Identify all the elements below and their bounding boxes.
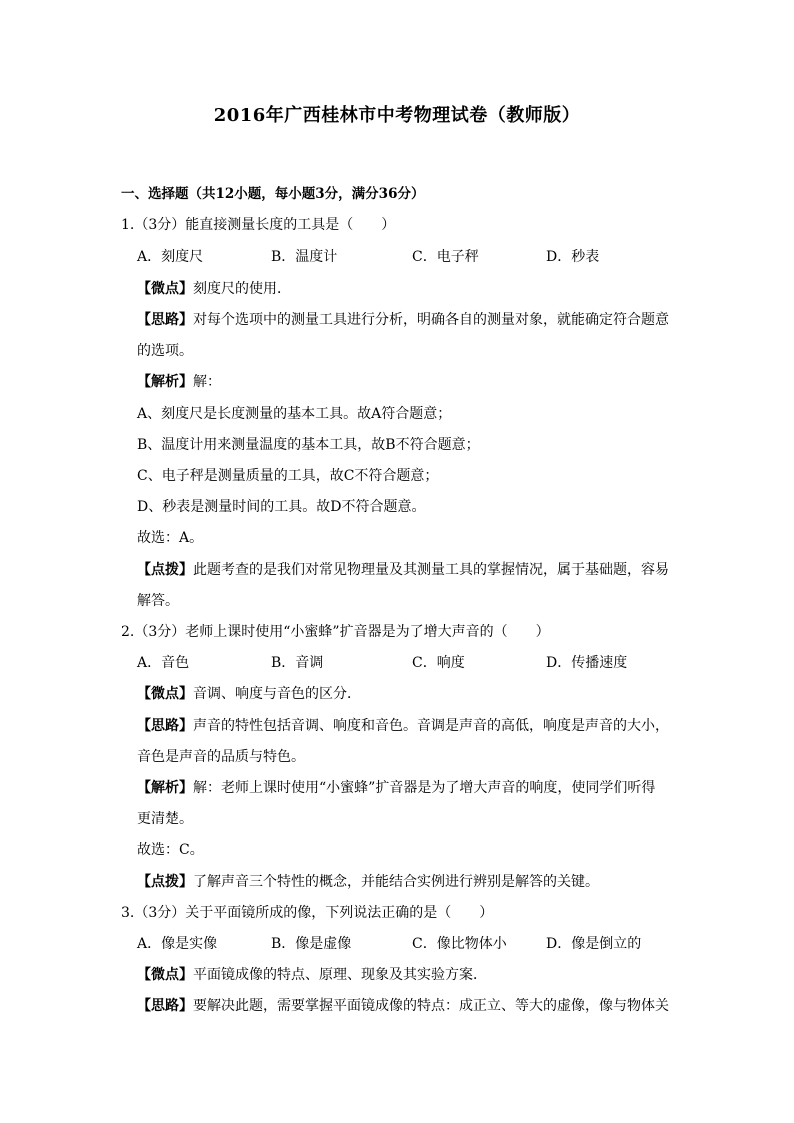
weidian-text: 音调、响度与音色的区分．	[193, 686, 361, 702]
silu-text: 对每个选项中的测量工具进行分析，明确各自的测量对象，就能确定符合题意	[193, 312, 669, 328]
silu-tag: 【思路】	[137, 998, 193, 1014]
document-title: 2016年广西桂林市中考物理试卷（教师版）	[213, 105, 581, 126]
jiexi-tag: 【解析】	[137, 374, 193, 390]
weidian-tag: 【微点】	[137, 967, 193, 983]
dianbo-tag: 【点拨】	[137, 562, 193, 578]
jiexi-text: 解：老师上课时使用“小蜜蜂”扩音器是为了增大声音的响度，使同学们听得	[193, 780, 656, 796]
section-heading: 一、选择题（共12小题，每小题3分，满分36分）	[121, 186, 425, 202]
weidian-tag: 【微点】	[137, 686, 193, 702]
question-1-option-d: D．秒表	[546, 249, 600, 265]
question-1-weidian	[137, 279, 291, 299]
question-3-option-c: C．像比物体小	[412, 936, 507, 952]
weidian-text: 平面镜成像的特点、原理、现象及其实验方案．	[193, 967, 487, 983]
silu-text: 声音的特性包括音调、响度和音色。音调是声音的高低，响度是声音的大小，	[193, 718, 669, 734]
jiexi-tag: 【解析】	[137, 780, 193, 796]
silu-tag: 【思路】	[137, 718, 193, 734]
question-2-jiexi	[137, 778, 655, 798]
question-3-option-a: A．像是实像	[137, 936, 218, 952]
question-3-stem: 3.（3分）关于平面镜所成的像，下列说法正确的是（ ）	[121, 905, 494, 921]
question-1-answer: 故选：A。	[137, 530, 204, 546]
question-2-option-c: C．响度	[412, 655, 465, 671]
dianbo-text: 此题考查的是我们对常见物理量及其测量工具的掌握情况，属于基础题，容易	[193, 562, 669, 578]
question-1-analysis-a: A、刻度尺是长度测量的基本工具。故A符合题意；	[137, 406, 452, 422]
question-1-analysis-c: C、电子秤是测量质量的工具，故C不符合题意；	[137, 468, 439, 484]
question-2-option-a: A．音色	[137, 655, 190, 671]
question-2-silu-continued: 音色是声音的品质与特色。	[137, 749, 305, 765]
question-1-jiexi	[137, 372, 221, 392]
question-2-silu	[137, 716, 669, 736]
question-3-weidian	[137, 965, 487, 985]
question-2-option-d: D．传播速度	[546, 655, 628, 671]
question-1-option-c: C．电子秤	[412, 249, 479, 265]
weidian-tag: 【微点】	[137, 281, 193, 297]
question-2-jiexi-continued: 更清楚。	[137, 811, 193, 827]
question-1-option-b: B．温度计	[271, 249, 338, 265]
question-3-option-d: D．像是倒立的	[546, 936, 642, 952]
question-2-weidian	[137, 684, 361, 704]
jiexi-text: 解：	[193, 374, 221, 390]
question-1-analysis-b: B、温度计用来测量温度的基本工具，故B不符合题意；	[137, 437, 480, 453]
question-1-option-a: A．刻度尺	[137, 249, 204, 265]
question-2-answer: 故选：C。	[137, 842, 204, 858]
question-2-option-b: B．音调	[271, 655, 324, 671]
silu-tag: 【思路】	[137, 312, 193, 328]
question-1-stem: 1.（3分）能直接测量长度的工具是（ ）	[121, 217, 396, 233]
dianbo-text: 了解声音三个特性的概念，并能结合实例进行辨别是解答的关键。	[193, 874, 599, 890]
question-1-dianbo	[137, 560, 669, 580]
question-2-dianbo	[137, 872, 599, 892]
question-1-analysis-d: D、秒表是测量时间的工具。故D不符合题意。	[137, 499, 426, 515]
question-3-option-b: B．像是虚像	[271, 936, 352, 952]
question-1-silu-continued: 的选项。	[137, 343, 193, 359]
weidian-text: 刻度尺的使用．	[193, 281, 291, 297]
question-1-silu	[137, 310, 669, 330]
question-2-stem: 2.（3分）老师上课时使用“小蜜蜂”扩音器是为了增大声音的（ ）	[121, 624, 550, 640]
dianbo-tag: 【点拨】	[137, 874, 193, 890]
silu-text: 要解决此题，需要掌握平面镜成像的特点：成正立、等大的虚像，像与物体关	[193, 998, 669, 1014]
question-1-dianbo-continued: 解答。	[137, 593, 179, 609]
question-3-silu	[137, 996, 669, 1016]
